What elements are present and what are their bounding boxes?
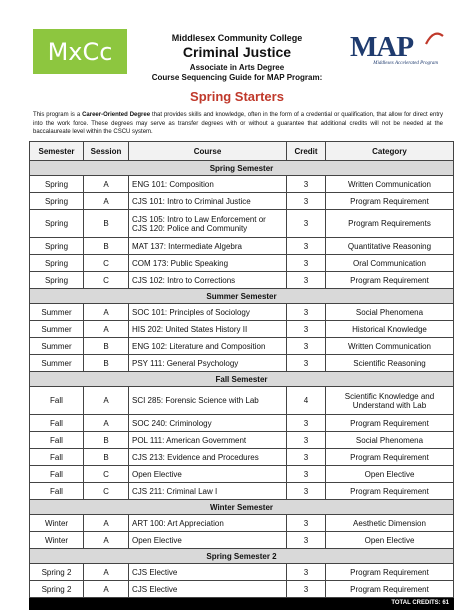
- credit-cell: 3: [287, 483, 326, 500]
- table-row: [30, 355, 454, 372]
- course-cell: CJS 105: Intro to Law Enforcement or CJS 120: Police and Community: [129, 210, 287, 238]
- table-row: [30, 532, 454, 549]
- intro-degree-type: Career-Oriented Degree: [82, 112, 151, 118]
- table-row: [30, 466, 454, 483]
- category-cell: Program Requirements: [326, 210, 454, 238]
- semester-cell: Spring: [30, 193, 84, 210]
- credit-cell: 3: [287, 255, 326, 272]
- session-cell: B: [84, 449, 129, 466]
- guide-title: Course Sequencing Guide for MAP Program:: [151, 73, 323, 82]
- course-cell: MAT 137: Intermediate Algebra: [129, 238, 287, 255]
- table-row: [30, 338, 454, 355]
- session-cell: A: [84, 176, 129, 193]
- table-row: [30, 449, 454, 466]
- course-cell: CJS 211: Criminal Law I: [129, 483, 287, 500]
- category-cell: Scientific Reasoning: [326, 355, 454, 372]
- course-cell: HIS 202: United States History II: [129, 321, 287, 338]
- table-row: [30, 581, 454, 598]
- starters-title: Spring Starters: [190, 89, 284, 104]
- session-cell: A: [84, 581, 129, 598]
- session-cell: C: [84, 466, 129, 483]
- category-cell: Scientific Knowledge and Understand with Lab: [326, 387, 454, 415]
- credit-cell: 3: [287, 355, 326, 372]
- mxcc-logo-text: MxCc: [47, 37, 113, 66]
- table-row: [30, 304, 454, 321]
- table-row: [30, 321, 454, 338]
- category-cell: Program Requirement: [326, 483, 454, 500]
- semester-cell: Fall: [30, 415, 84, 432]
- map-swoosh-icon: [424, 30, 444, 46]
- credit-cell: 3: [287, 415, 326, 432]
- table-row: [30, 515, 454, 532]
- credit-cell: 3: [287, 176, 326, 193]
- semester-section-row: [30, 549, 454, 564]
- category-cell: Program Requirement: [326, 564, 454, 581]
- credit-cell: 3: [287, 466, 326, 483]
- credit-cell: 3: [287, 193, 326, 210]
- category-cell: Social Phenomena: [326, 304, 454, 321]
- credit-cell: 3: [287, 515, 326, 532]
- credit-cell: 3: [287, 564, 326, 581]
- credit-cell: 3: [287, 581, 326, 598]
- semester-cell: Fall: [30, 449, 84, 466]
- category-cell: Oral Communication: [326, 255, 454, 272]
- session-cell: C: [84, 483, 129, 500]
- table-row: [30, 415, 454, 432]
- intro-text-end: that provides skills and knowledge, often in the form of a credential or qualification, that allow for direct entry into the work force. These degrees may serve as transfer degrees with or without a guarantee that additional credits will not be needed at the baccalaureate level within the CSCU system.: [33, 112, 443, 135]
- column-header: Session: [84, 142, 129, 161]
- semester-cell: Winter: [30, 532, 84, 549]
- table-body: [30, 161, 454, 610]
- category-cell: Written Communication: [326, 176, 454, 193]
- course-cell: ENG 102: Literature and Composition: [129, 338, 287, 355]
- category-cell: Program Requirement: [326, 415, 454, 432]
- semester-cell: Winter: [30, 515, 84, 532]
- credit-cell: 3: [287, 210, 326, 238]
- session-cell: B: [84, 238, 129, 255]
- session-cell: B: [84, 432, 129, 449]
- semester-cell: Spring: [30, 255, 84, 272]
- semester-cell: Summer: [30, 355, 84, 372]
- credit-cell: 3: [287, 338, 326, 355]
- course-cell: COM 173: Public Speaking: [129, 255, 287, 272]
- session-cell: A: [84, 515, 129, 532]
- session-cell: A: [84, 321, 129, 338]
- course-cell: CJS 213: Evidence and Procedures: [129, 449, 287, 466]
- total-credits-row: [30, 598, 454, 610]
- credit-cell: 3: [287, 321, 326, 338]
- course-cell: POL 111: American Government: [129, 432, 287, 449]
- degree-type: Associate in Arts Degree: [189, 63, 285, 72]
- course-cell: Open Elective: [129, 532, 287, 549]
- table-row: [30, 210, 454, 238]
- session-cell: A: [84, 415, 129, 432]
- credit-cell: 3: [287, 432, 326, 449]
- semester-cell: Spring: [30, 210, 84, 238]
- session-cell: B: [84, 338, 129, 355]
- semester-title: Summer Semester: [30, 289, 454, 304]
- session-cell: A: [84, 532, 129, 549]
- table-row: [30, 432, 454, 449]
- course-cell: SOC 240: Criminology: [129, 415, 287, 432]
- course-cell: ENG 101: Composition: [129, 176, 287, 193]
- semester-cell: Summer: [30, 304, 84, 321]
- map-logo-subtitle: Middlesex Accelerated Program: [373, 61, 438, 66]
- semester-title: Spring Semester: [30, 161, 454, 176]
- session-cell: A: [84, 193, 129, 210]
- category-cell: Program Requirement: [326, 449, 454, 466]
- table-row: [30, 255, 454, 272]
- total-credits: TOTAL CREDITS: 61: [30, 598, 454, 610]
- session-cell: C: [84, 272, 129, 289]
- semester-cell: Spring: [30, 272, 84, 289]
- credit-cell: 3: [287, 272, 326, 289]
- map-logo: [350, 31, 446, 70]
- semester-cell: Fall: [30, 483, 84, 500]
- semester-cell: Spring: [30, 176, 84, 193]
- semester-section-row: [30, 161, 454, 176]
- category-cell: Open Elective: [326, 466, 454, 483]
- table-row: [30, 193, 454, 210]
- category-cell: Program Requirement: [326, 272, 454, 289]
- session-cell: A: [84, 387, 129, 415]
- semester-title: Winter Semester: [30, 500, 454, 515]
- college-name: Middlesex Community College: [171, 33, 303, 43]
- category-cell: Written Communication: [326, 338, 454, 355]
- category-cell: Program Requirement: [326, 193, 454, 210]
- semester-cell: Fall: [30, 432, 84, 449]
- semester-cell: Spring 2: [30, 564, 84, 581]
- credit-cell: 4: [287, 387, 326, 415]
- program-title: Criminal Justice: [182, 44, 292, 60]
- column-header: Category: [326, 142, 454, 161]
- semester-cell: Summer: [30, 321, 84, 338]
- semester-cell: Spring 2: [30, 581, 84, 598]
- intro-text-start: This program is a: [33, 112, 83, 118]
- course-cell: SOC 101: Principles of Sociology: [129, 304, 287, 321]
- category-cell: Open Elective: [326, 532, 454, 549]
- table-row: [30, 272, 454, 289]
- semester-section-row: [30, 500, 454, 515]
- column-header: Course: [129, 142, 287, 161]
- course-cell: SCI 285: Forensic Science with Lab: [129, 387, 287, 415]
- semester-cell: Fall: [30, 466, 84, 483]
- course-cell: CJS 101: Intro to Criminal Justice: [129, 193, 287, 210]
- table-row: [30, 483, 454, 500]
- credit-cell: 3: [287, 304, 326, 321]
- column-header: Credit: [287, 142, 326, 161]
- course-sequence-table: [29, 141, 454, 610]
- credit-cell: 3: [287, 238, 326, 255]
- table-row: [30, 387, 454, 415]
- course-cell: CJS 102: Intro to Corrections: [129, 272, 287, 289]
- category-cell: Program Requirement: [326, 581, 454, 598]
- session-cell: C: [84, 255, 129, 272]
- semester-section-row: [30, 289, 454, 304]
- category-cell: Quantitative Reasoning: [326, 238, 454, 255]
- credit-cell: 3: [287, 532, 326, 549]
- table-row: [30, 176, 454, 193]
- category-cell: Social Phenomena: [326, 432, 454, 449]
- table-row: [30, 238, 454, 255]
- course-cell: CJS Elective: [129, 564, 287, 581]
- semester-title: Fall Semester: [30, 372, 454, 387]
- course-cell: Open Elective: [129, 466, 287, 483]
- map-logo-text: MAP: [350, 31, 414, 63]
- table-header-row: [30, 142, 454, 161]
- category-cell: Aesthetic Dimension: [326, 515, 454, 532]
- mxcc-logo: [33, 29, 127, 74]
- semester-section-row: [30, 372, 454, 387]
- semester-cell: Spring: [30, 238, 84, 255]
- course-cell: ART 100: Art Appreciation: [129, 515, 287, 532]
- session-cell: B: [84, 355, 129, 372]
- page-header: [130, 33, 344, 104]
- course-cell: CJS Elective: [129, 581, 287, 598]
- category-cell: Historical Knowledge: [326, 321, 454, 338]
- semester-cell: Summer: [30, 338, 84, 355]
- semester-title: Spring Semester 2: [30, 549, 454, 564]
- credit-cell: 3: [287, 449, 326, 466]
- semester-cell: Fall: [30, 387, 84, 415]
- intro-paragraph: [33, 111, 443, 137]
- session-cell: A: [84, 564, 129, 581]
- column-header: Semester: [30, 142, 84, 161]
- table-row: [30, 564, 454, 581]
- course-cell: PSY 111: General Psychology: [129, 355, 287, 372]
- session-cell: A: [84, 304, 129, 321]
- session-cell: B: [84, 210, 129, 238]
